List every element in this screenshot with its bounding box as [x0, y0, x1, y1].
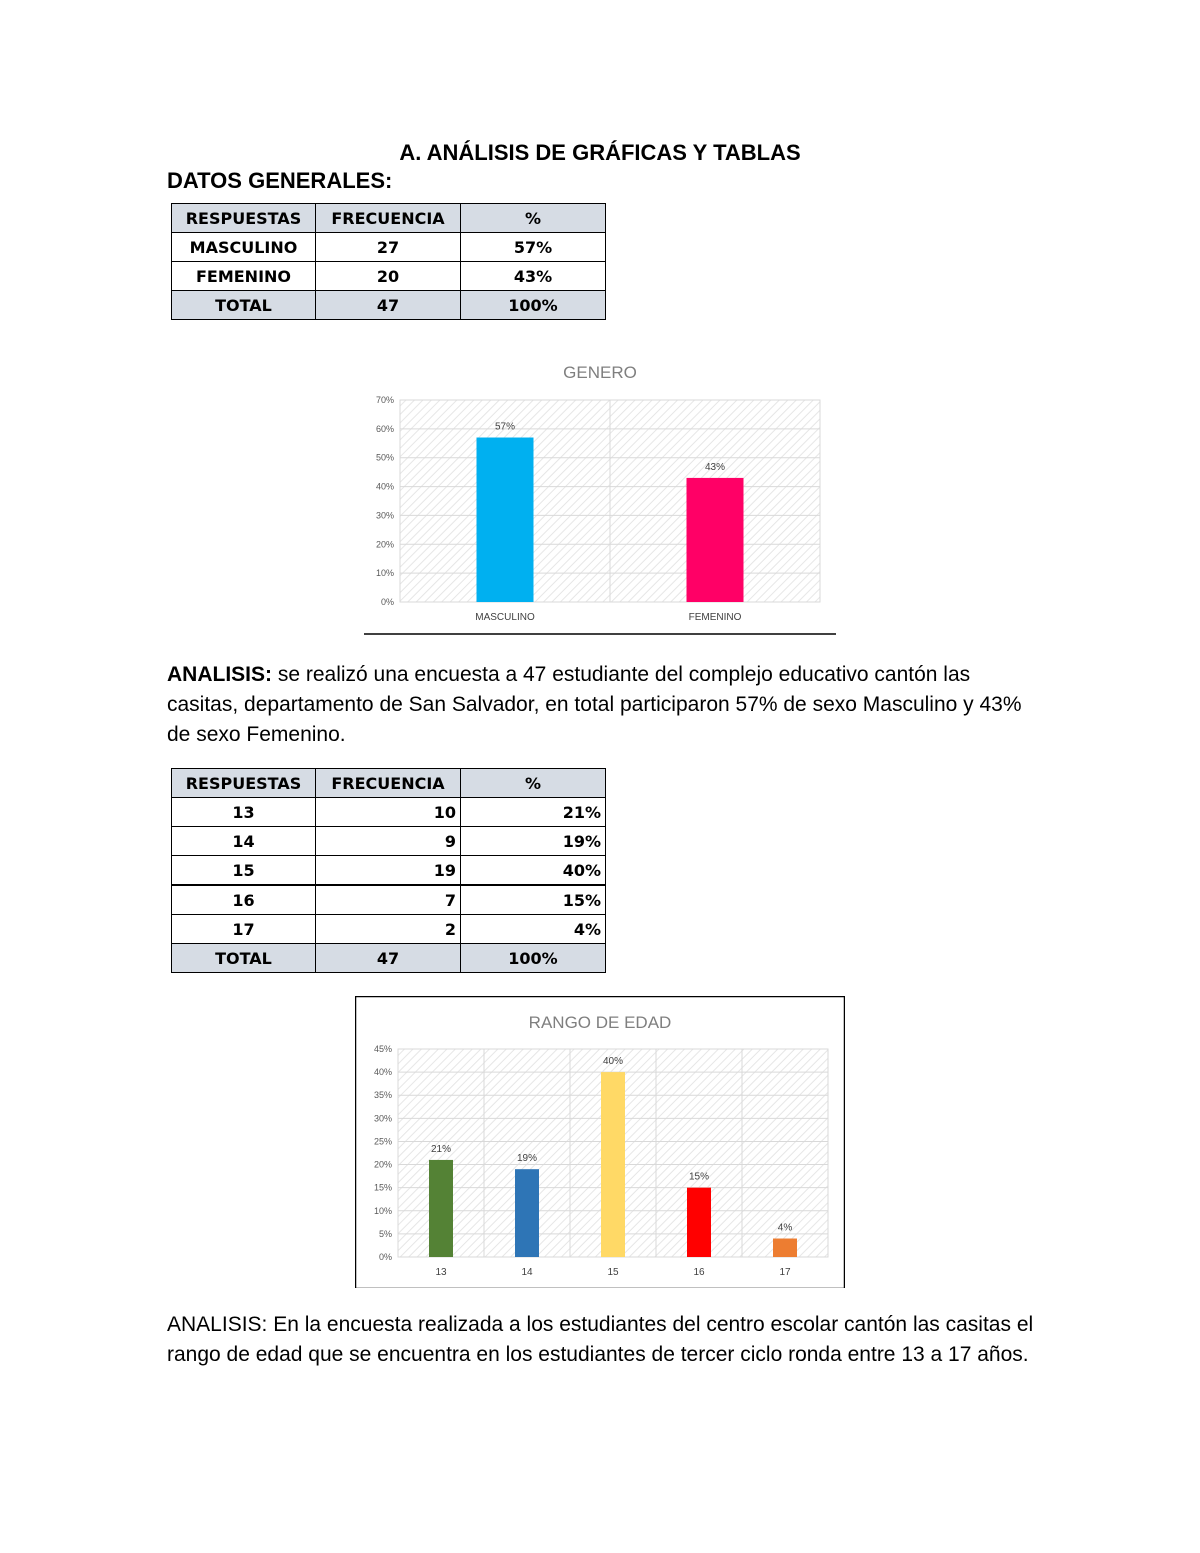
cell-respuesta: FEMENINO — [172, 262, 316, 291]
cell-total-frecuencia: 47 — [316, 291, 461, 320]
page-title: A. ANÁLISIS DE GRÁFICAS Y TABLAS — [399, 140, 801, 165]
y-tick-label: 10% — [375, 568, 394, 579]
bar — [477, 438, 534, 602]
age-table — [171, 768, 606, 973]
data-label: 40% — [602, 1056, 624, 1068]
y-tick-label: 0% — [380, 597, 394, 607]
cell-percent: 21% — [461, 798, 606, 827]
table-row — [172, 262, 606, 291]
gender-table — [171, 203, 606, 320]
table-row — [172, 827, 606, 856]
y-tick-label: 20% — [375, 539, 394, 550]
cell-respuesta: 16 — [172, 885, 316, 915]
y-tick-label: 5% — [378, 1228, 392, 1239]
cell-respuesta: 17 — [172, 915, 316, 944]
data-label: 4% — [777, 1222, 793, 1234]
header-percent: % — [461, 769, 606, 798]
x-tick-label: 14 — [521, 1267, 533, 1278]
gender-chart — [340, 355, 840, 640]
chart-title: GENERO — [563, 363, 637, 382]
y-tick-label: 20% — [373, 1159, 392, 1170]
analysis-label: ANALISIS: — [167, 663, 272, 686]
y-tick-label: 50% — [375, 452, 394, 463]
cell-percent: 57% — [461, 233, 606, 262]
analysis-paragraph-1 — [167, 660, 1047, 750]
x-tick-label: MASCULINO — [475, 612, 535, 623]
y-tick-label: 60% — [375, 423, 394, 434]
table-row — [172, 915, 606, 944]
header-percent: % — [461, 204, 606, 233]
header-frecuencia: FRECUENCIA — [316, 769, 461, 798]
cell-total-frecuencia: 47 — [316, 944, 461, 973]
cell-respuesta: 15 — [172, 856, 316, 886]
cell-respuesta: MASCULINO — [172, 233, 316, 262]
x-tick-label: 13 — [435, 1267, 447, 1278]
bar — [601, 1072, 625, 1257]
y-tick-label: 15% — [373, 1182, 392, 1193]
table-header-row — [172, 769, 606, 798]
table-total-row — [172, 291, 606, 320]
table-row — [172, 798, 606, 827]
y-tick-label: 0% — [378, 1252, 392, 1262]
age-range-chart — [355, 996, 845, 1288]
x-tick-label: 16 — [693, 1267, 705, 1278]
bar — [687, 1188, 711, 1257]
cell-percent: 43% — [461, 262, 606, 291]
y-tick-label: 10% — [373, 1205, 392, 1216]
cell-total-percent: 100% — [461, 944, 606, 973]
cell-percent: 4% — [461, 915, 606, 944]
bar — [515, 1169, 539, 1257]
table-total-row — [172, 944, 606, 973]
cell-total-percent: 100% — [461, 291, 606, 320]
y-tick-label: 40% — [375, 481, 394, 492]
cell-total-label: TOTAL — [172, 291, 316, 320]
bar — [429, 1160, 453, 1257]
data-label: 57% — [494, 421, 516, 433]
y-tick-label: 30% — [375, 510, 394, 521]
cell-frecuencia: 2 — [316, 915, 461, 944]
data-label: 15% — [688, 1171, 710, 1183]
chart-title: RANGO DE EDAD — [528, 1013, 672, 1032]
analysis-paragraph-2: ANALISIS: En la encuesta realizada a los estudiantes del centro escolar cantón las casitas el rango de edad que se encuentra en los estudiantes de tercer ciclo ronda entre 13 a 17 años. — [167, 1313, 1034, 1366]
cell-percent: 40% — [461, 856, 606, 886]
table-row — [172, 885, 606, 915]
table-row — [172, 233, 606, 262]
cell-frecuencia: 10 — [316, 798, 461, 827]
y-tick-label: 25% — [373, 1136, 392, 1147]
y-tick-label: 40% — [373, 1067, 392, 1078]
header-respuestas: RESPUESTAS — [172, 769, 316, 798]
cell-frecuencia: 27 — [316, 233, 461, 262]
cell-frecuencia: 20 — [316, 262, 461, 291]
cell-frecuencia: 7 — [316, 885, 461, 915]
y-tick-label: 30% — [373, 1113, 392, 1124]
x-tick-label: 17 — [779, 1267, 791, 1278]
table-row — [172, 856, 606, 886]
table-header-row — [172, 204, 606, 233]
y-tick-label: 35% — [373, 1090, 392, 1101]
cell-respuesta: 13 — [172, 798, 316, 827]
cell-percent: 19% — [461, 827, 606, 856]
x-tick-label: FEMENINO — [688, 612, 742, 623]
y-tick-label: 45% — [373, 1044, 392, 1054]
bar — [773, 1239, 797, 1257]
data-label: 21% — [430, 1143, 452, 1155]
header-respuestas: RESPUESTAS — [172, 204, 316, 233]
y-tick-label: 70% — [375, 395, 394, 405]
bar — [687, 478, 744, 602]
cell-respuesta: 14 — [172, 827, 316, 856]
data-label: 19% — [516, 1153, 538, 1165]
cell-percent: 15% — [461, 885, 606, 915]
cell-frecuencia: 19 — [316, 856, 461, 886]
section-title: DATOS GENERALES: — [167, 168, 393, 193]
x-tick-label: 15 — [607, 1267, 619, 1278]
cell-frecuencia: 9 — [316, 827, 461, 856]
analysis-text: se realizó una encuesta a 47 estudiante del complejo educativo cantón las casitas, departamento de San Salvador, en total participaron 57% de sexo Masculino y 43% de sexo Femenino. — [167, 663, 1022, 746]
cell-total-label: TOTAL — [172, 944, 316, 973]
header-frecuencia: FRECUENCIA — [316, 204, 461, 233]
data-label: 43% — [704, 461, 726, 473]
